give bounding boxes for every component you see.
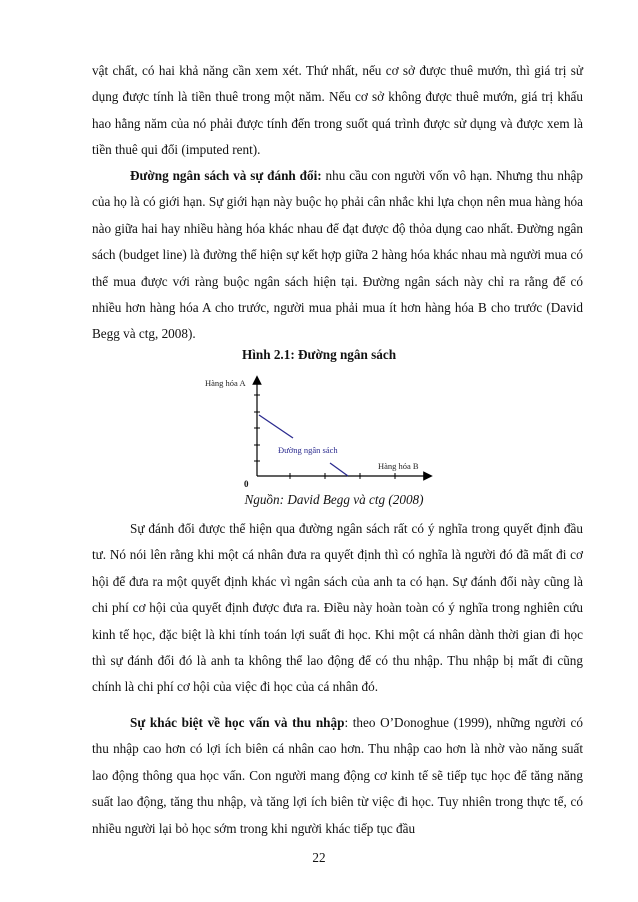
budget-line-figure <box>0 368 638 498</box>
paragraph-education-income <box>92 710 583 842</box>
y-axis-label: Hàng hóa A <box>205 378 246 388</box>
paragraph-budget-line-text: nhu cầu con người vốn vô hạn. Nhưng thu nhập của họ là có giới hạn. Sự giới hạn này buộc họ phải cân nhắc khi lựa chọn nên mua hàng hóa nào giữa hai hay nhiều hàng hóa khác nhau để đạt được độ thỏa dụng cao nhất. Đường ngân sách (budget line) là đường thể hiện sự kết hợp giữa 2 hàng hóa khác nhau mà người mua có thể mua được với ràng buộc ngân sách hiện tại. Đường ngân sách này chỉ ra rằng để có nhiều hơn hàng hóa A cho trước, người mua phải mua ít hơn hàng hóa B cho trước (David Begg và ctg, 2008). <box>92 168 583 342</box>
x-axis-label: Hàng hóa B <box>378 461 419 471</box>
paragraph-imputed-rent: vật chất, có hai khả năng cần xem xét. Thứ nhất, nếu cơ sở được thuê mướn, thì giá trị sử dụng được tính là tiền thuê trong một năm. Nếu cơ sở không được thuê mướn, giá trị khấu hao hằng năm của nó phải được tính đến trong suốt quá trình được sử dụng và được xem là tiền thuê qui đổi (imputed rent). <box>92 63 583 158</box>
origin-label: 0 <box>244 479 249 489</box>
paragraph-budget-line <box>92 163 583 348</box>
heading-budget-line: Đường ngân sách và sự đánh đổi: <box>130 168 322 183</box>
page-number: 22 <box>312 850 326 865</box>
figure-source: Nguồn: David Begg và ctg (2008) <box>244 492 424 507</box>
budget-line-lower <box>330 463 348 476</box>
paragraph-trade-off: Sự đánh đổi được thể hiện qua đường ngân sách rất có ý nghĩa trong quyết định đầu tư. Nó nói lên rằng khi một cá nhân đưa ra quyết định thì có nghĩa là người đó đã mất đi cơ hội để đưa ra một quyết định khác vì ngân sách của anh ta có hạn. Sự đánh đổi này cũng là chi phí cơ hội của quyết định được đưa ra. Điều này hoàn toàn có ý nghĩa trong nghiên cứu kinh tế học, đặc biệt là khi tính toán lợi suất đi học. Khi một cá nhân dành thời gian đi học thì sự đánh đổi đó là anh ta không thể lao động để có thu nhập. Thu nhập bị mất đi cũng chính là chi phí cơ hội của việc đi học của cá nhân đó. <box>92 521 583 695</box>
budget-line-upper <box>259 415 293 438</box>
paragraph-education-income-text: : theo O’Donoghue (1999), những người có thu nhập cao hơn có lợi ích biên cá nhân cao hơn. Thu nhập cao hơn là nhờ vào năng suất lao động thông qua học vấn. Con người mang động cơ kinh tế sẽ tiếp tục học để tăng năng suất lao động, tăng thu nhập, và tăng lợi ích biên từ việc đi học. Tuy nhiên trong thực tế, có nhiều người lại bỏ học sớm trong khi người khác tiếp tục đầu <box>92 715 584 836</box>
heading-education-income: Sự khác biệt về học vấn và thu nhập <box>130 715 345 730</box>
budget-line-label: Đường ngân sách <box>278 445 338 455</box>
figure-title: Hình 2.1: Đường ngân sách <box>241 347 397 362</box>
